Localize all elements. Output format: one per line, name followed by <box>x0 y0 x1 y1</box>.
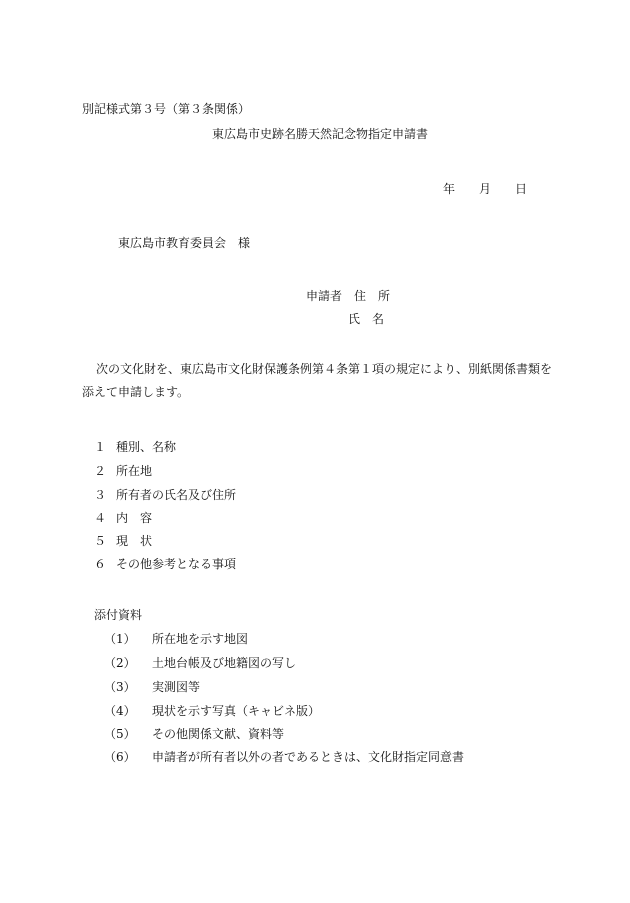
list-item <box>94 558 236 570</box>
attachment-item <box>104 728 284 740</box>
list-item <box>94 535 152 547</box>
attachment-number: （2） <box>104 656 136 670</box>
attachment-text: 現状を示す写真（キャビネ版） <box>152 704 321 718</box>
item-number: ３ <box>94 488 107 502</box>
attachments-heading: 添付資料 <box>94 608 143 622</box>
form-number: 別記様式第３号（第３条関係） <box>82 102 251 116</box>
item-text: 内 容 <box>116 511 153 525</box>
list-item <box>94 489 236 501</box>
attachment-text: その他関係文献、資料等 <box>152 727 285 741</box>
applicant-name-label: 氏 名 <box>348 312 385 326</box>
attachment-number: （3） <box>104 680 136 694</box>
attachment-item <box>104 633 248 645</box>
list-item <box>94 441 176 453</box>
attachment-item <box>104 681 200 693</box>
body-text-line-1: 次の文化財を、東広島市文化財保護条例第４条第１項の規定により、別紙関係書類を <box>96 362 553 376</box>
item-text: 現 状 <box>116 534 153 548</box>
attachment-text: 実測図等 <box>152 680 201 694</box>
item-text: 所有者の氏名及び住所 <box>116 488 237 502</box>
item-number: ２ <box>94 464 107 478</box>
attachment-number: （4） <box>104 704 136 718</box>
list-item <box>94 512 152 524</box>
document-title: 東広島市史跡名勝天然記念物指定申請書 <box>212 127 429 141</box>
item-number: １ <box>94 440 107 454</box>
attachment-text: 土地台帳及び地籍図の写し <box>152 656 297 670</box>
attachment-item <box>104 751 464 763</box>
attachment-item <box>104 657 296 669</box>
applicant-address-label: 申請者 住 所 <box>306 289 391 303</box>
attachment-number: （5） <box>104 727 136 741</box>
body-text-line-2: 添えて申請します。 <box>82 385 190 399</box>
attachment-text: 申請者が所有者以外の者であるときは、文化財指定同意書 <box>152 750 465 764</box>
list-item <box>94 465 152 477</box>
item-number: ６ <box>94 557 107 571</box>
attachment-item <box>104 705 320 717</box>
attachment-text: 所在地を示す地図 <box>152 632 249 646</box>
date-line <box>443 183 527 195</box>
attachment-number: （1） <box>104 632 136 646</box>
item-text: その他参考となる事項 <box>116 557 237 571</box>
date-year-label: 年 <box>443 182 456 196</box>
addressee: 東広島市教育委員会 様 <box>118 236 251 250</box>
item-number: ４ <box>94 511 107 525</box>
date-month-label: 月 <box>479 182 492 196</box>
item-text: 所在地 <box>116 464 153 478</box>
attachment-number: （6） <box>104 750 136 764</box>
date-day-label: 日 <box>515 182 528 196</box>
item-number: ５ <box>94 534 107 548</box>
item-text: 種別、名称 <box>116 440 177 454</box>
